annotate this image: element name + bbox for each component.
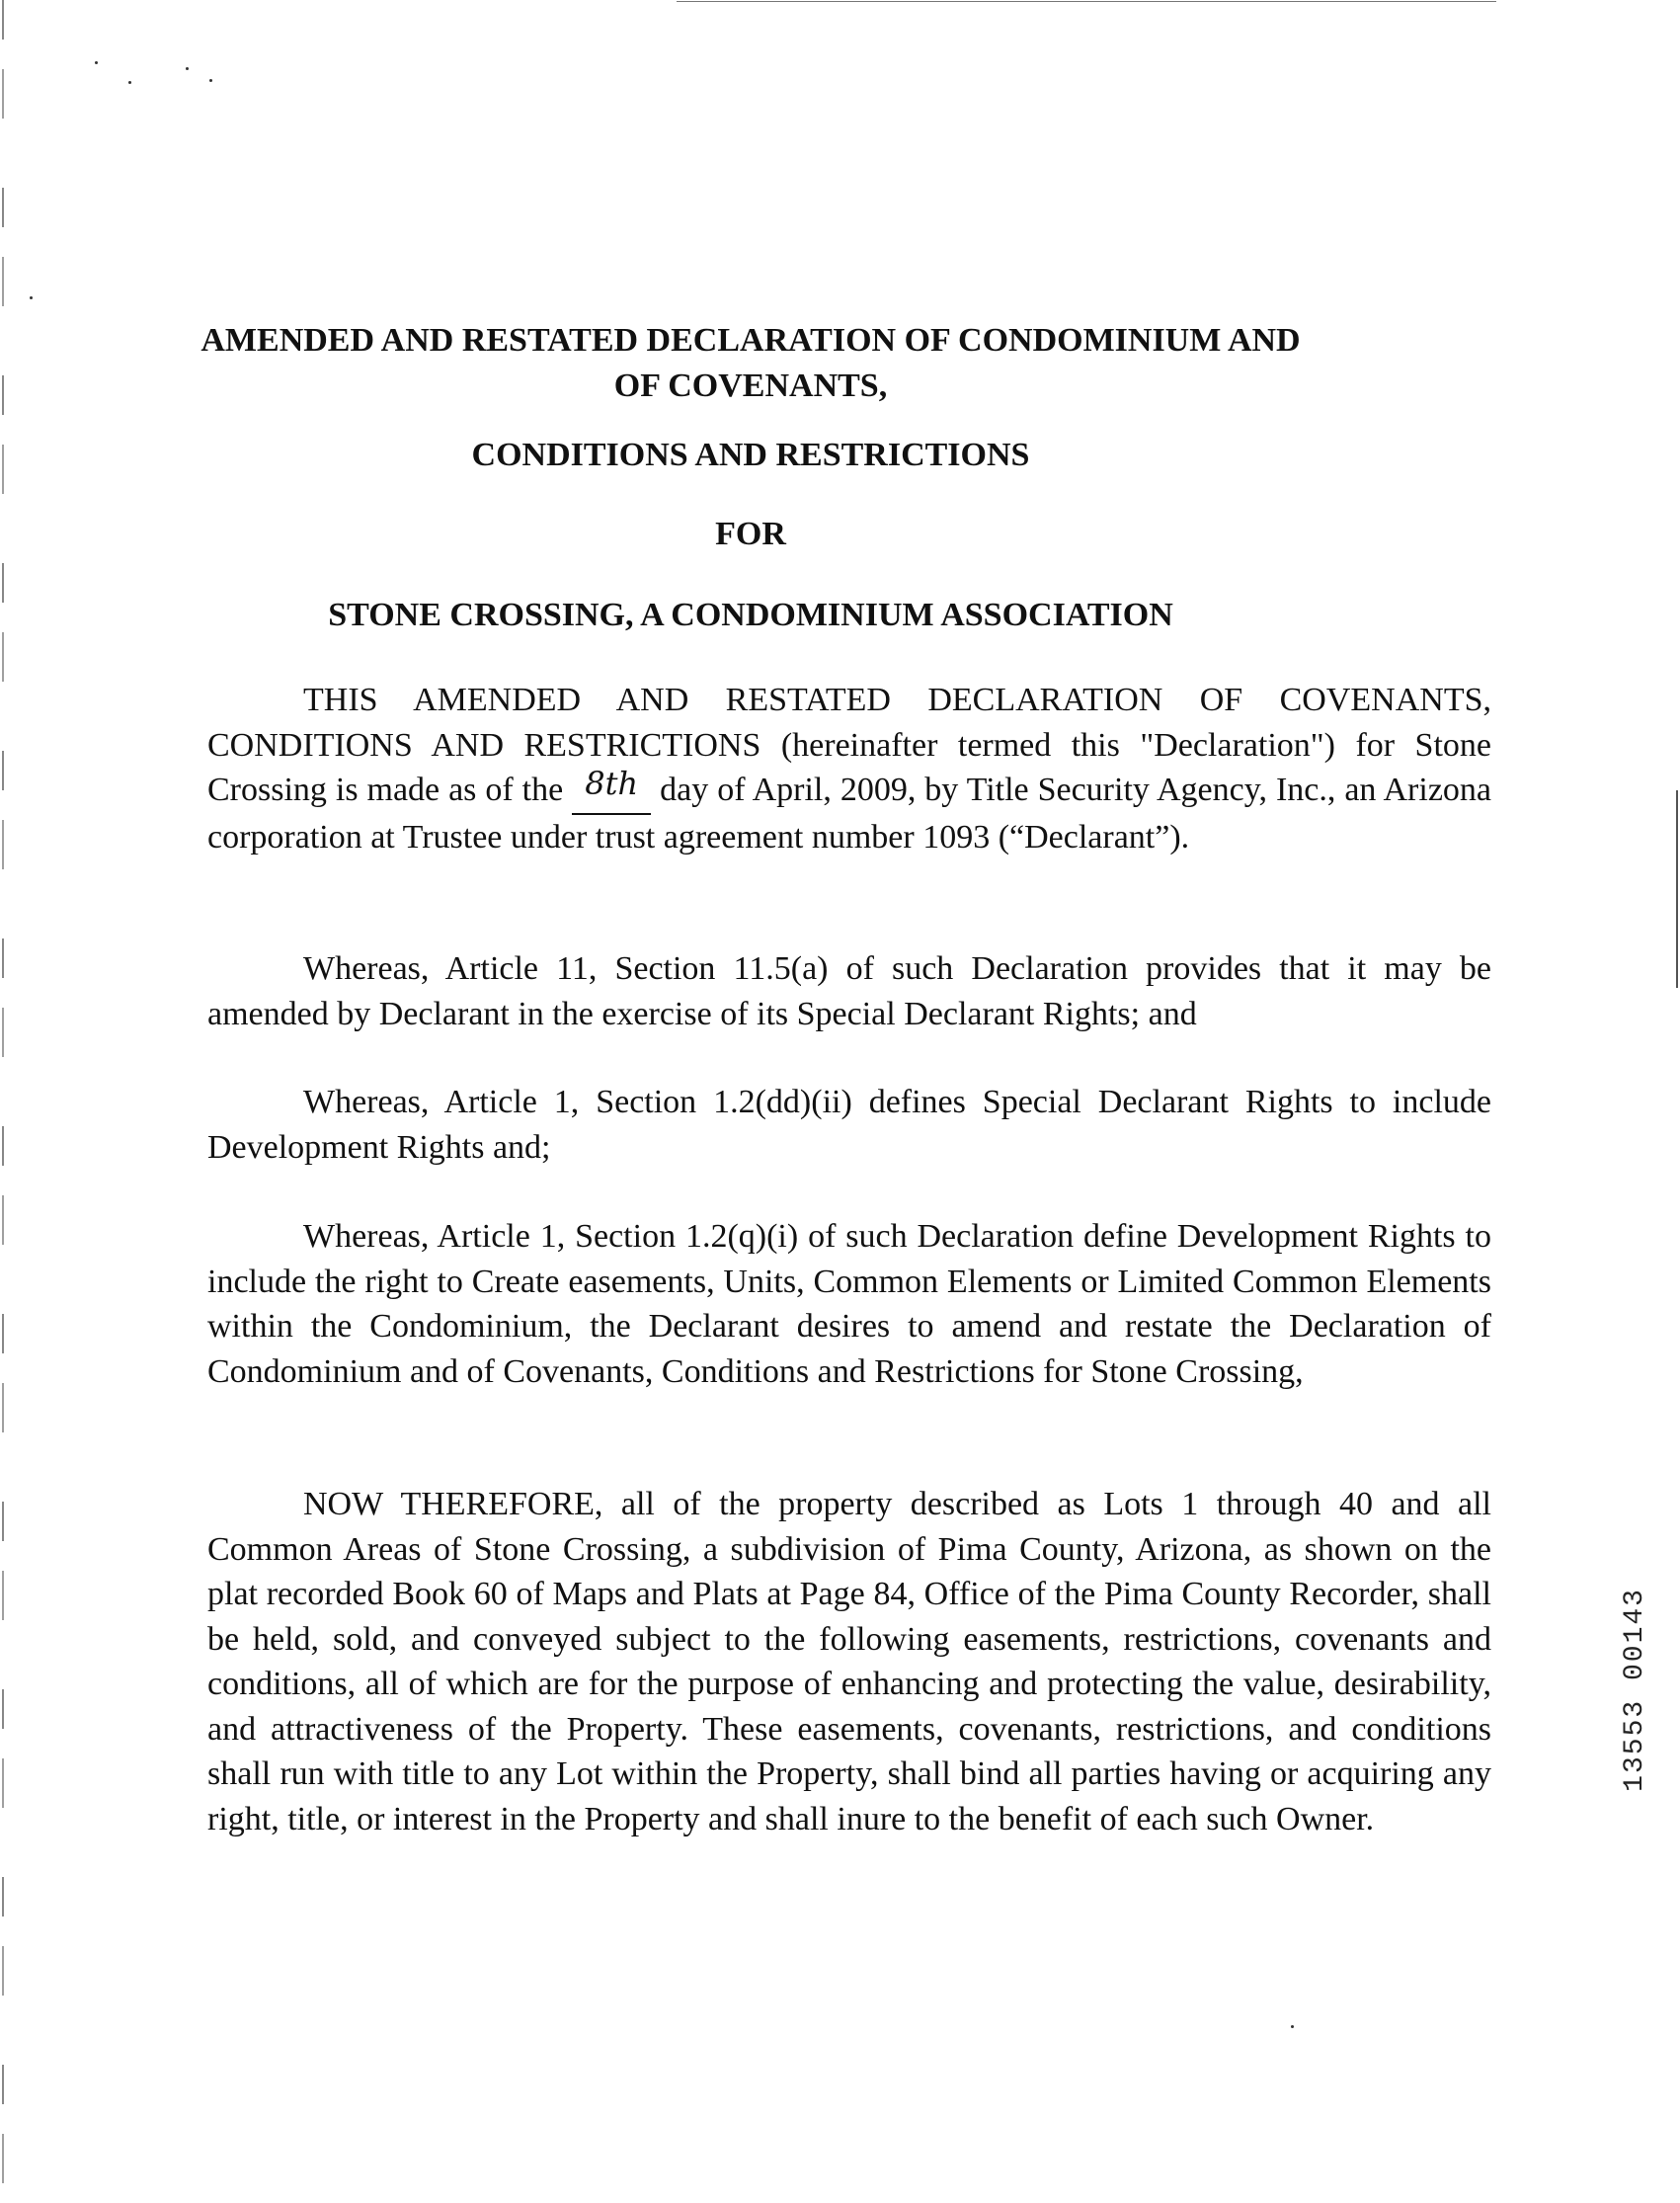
scan-edge-top: [677, 1, 1496, 2]
intro-text-after-date: day of April, 2009, by Title Security Agency, Inc., an Arizona corporation at Trustee under trust agreement number 1093 (“Declarant”).: [207, 772, 1492, 856]
scan-speck: [30, 296, 33, 299]
date-blank-field: [572, 765, 651, 815]
recording-number: 13553 00143: [1620, 1588, 1650, 1792]
scan-speck: [209, 79, 212, 82]
document-title: [198, 318, 1304, 638]
paragraph-whereas-development-rights: Whereas, Article 1, Section 1.2(q)(i) of such Declaration define Development Rights to include the right to Create easements, Units, Common Elements or Limited Common Elements within the Condominium, the Declarant desires to amend and restate the Declaration of Condominium and of Covenants, Conditions and Restrictions for Stone Crossing,: [207, 1218, 1491, 1390]
scan-edge-left: [2, 0, 4, 2203]
title-line-1: AMENDED AND RESTATED DECLARATION OF CONDOMINIUM AND OF COVENANTS,: [200, 322, 1301, 404]
paragraph-whereas-special-rights: Whereas, Article 1, Section 1.2(dd)(ii) defines Special Declarant Rights to include Development Rights and;: [207, 1084, 1491, 1166]
handwritten-date: 8th: [585, 765, 639, 802]
title-line-2: CONDITIONS AND RESTRICTIONS: [471, 437, 1030, 473]
scan-speck: [95, 61, 98, 64]
scan-speck: [186, 67, 189, 70]
scan-edge-right: [1676, 790, 1678, 988]
paragraph-now-therefore: NOW THEREFORE, all of the property described as Lots 1 through 40 and all Common Areas of Stone Crossing, a subdivision of Pima County, Arizona, as shown on the plat recorded Book 60 of Maps and Plats at Page 84, Office of the Pima County Recorder, shall be held, sold, and conveyed subject to the following easements, restrictions, covenants and conditions, all of which are for the purpose of enhancing and protecting the value, desirability, and attractiveness of the Property. These easements, covenants, restrictions, and conditions shall run with title to any Lot within the Property, shall bind all parties having or acquiring any right, title, or interest in the Property and shall inure to the benefit of each such Owner.: [207, 1486, 1491, 1837]
paragraph-declaration-intro: [207, 678, 1491, 859]
paragraph-whereas-amendment: Whereas, Article 11, Section 11.5(a) of such Declaration provides that it may be amended by Declarant in the exercise of its Special Declarant Rights; and: [207, 950, 1491, 1032]
title-line-4: STONE CROSSING, A CONDOMINIUM ASSOCIATION: [328, 597, 1173, 633]
scan-speck: [1291, 2025, 1294, 2028]
scan-speck: [128, 81, 131, 84]
title-line-3: FOR: [715, 516, 786, 552]
intro-text-before-date: THIS AMENDED AND RESTATED DECLARATION OF COVENANTS, CONDITIONS AND RESTRICTIONS (hereinafter termed this "Declaration") for Stone Crossing is made as of the: [207, 682, 1491, 808]
